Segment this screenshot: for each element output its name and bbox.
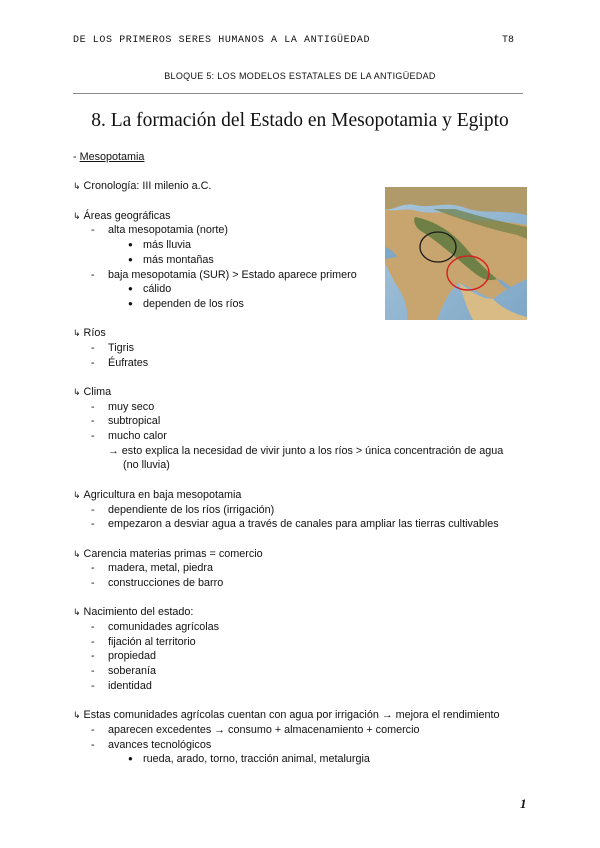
page-number: 1 xyxy=(520,796,527,811)
list-item: ● más montañas xyxy=(128,253,214,266)
header-rule xyxy=(73,93,523,94)
agricultura-heading: ↳ Agricultura en baja mesopotamia xyxy=(73,488,242,501)
list-item: - mucho calor xyxy=(91,430,167,443)
cronologia-item: ↳ Cronología: III milenio a.C. xyxy=(73,180,212,193)
nacimiento-heading: ↳ Nacimiento del estado: xyxy=(73,606,194,619)
list-item: ● dependen de los ríos xyxy=(128,297,244,310)
list-item: - fijación al territorio xyxy=(91,635,196,648)
list-item: - subtropical xyxy=(91,415,161,428)
list-item: - comunidades agrícolas xyxy=(91,621,220,633)
comunidades-heading: ↳ Estas comunidades agrícolas cuentan con agua por irrigación → mejora el rendimiento xyxy=(73,709,500,722)
course-header: DE LOS PRIMEROS SERES HUMANOS A LA ANTIGÜEDAD xyxy=(73,35,371,46)
clima-note: → esto explica la necesidad de vivir junto a los ríos > única concentración de agua xyxy=(108,444,504,457)
areas-heading: ↳ Áreas geográficas xyxy=(73,209,171,222)
list-item: - soberanía xyxy=(91,665,157,678)
list-item: - alta mesopotamia (norte) xyxy=(91,224,229,237)
list-item: ● más lluvia xyxy=(128,239,192,252)
notes-body xyxy=(73,150,533,767)
carencia-heading: ↳ Carencia materias primas = comercio xyxy=(73,547,263,560)
list-item: - Éufrates xyxy=(91,356,149,369)
list-item: - baja mesopotamia (SUR) > Estado aparece primero xyxy=(91,268,357,281)
list-item: - identidad xyxy=(91,679,152,692)
list-item: - muy seco xyxy=(91,400,155,413)
list-item: - empezaron a desviar agua a través de canales para ampliar las tierras cultivables xyxy=(91,518,499,531)
section-heading: - Mesopotamia xyxy=(73,151,145,163)
unit-header: T8 xyxy=(502,35,515,46)
clima-heading: ↳ Clima xyxy=(73,386,112,398)
list-item: - avances tecnológicos xyxy=(91,738,212,751)
list-item: - Tigris xyxy=(91,341,134,354)
list-item: - dependiente de los ríos (irrigación) xyxy=(91,503,275,516)
block-subheader: BLOQUE 5: LOS MODELOS ESTATALES DE LA ANTIGÜEDAD xyxy=(164,71,436,81)
page-title: 8. La formación del Estado en Mesopotamia y Egipto xyxy=(91,110,509,131)
list-item: - madera, metal, piedra xyxy=(91,562,214,575)
rios-heading: ↳ Ríos xyxy=(73,327,106,340)
list-item: - aparecen excedentes → consumo + almacenamiento + comercio xyxy=(91,723,420,736)
list-item: - propiedad xyxy=(91,650,157,663)
list-item: - construcciones de barro xyxy=(91,576,224,589)
list-item: ● cálido xyxy=(128,283,172,296)
clima-note-continued: (no lluvia) xyxy=(123,459,170,472)
list-item: ● rueda, arado, torno, tracción animal, metalurgia xyxy=(128,753,370,766)
